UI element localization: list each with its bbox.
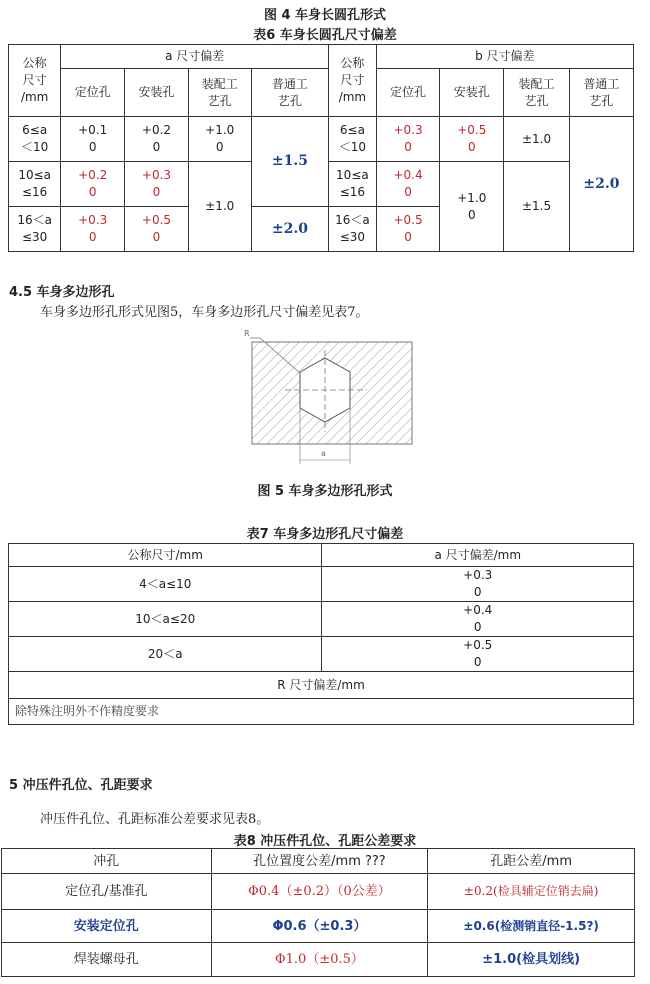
b-deviation-header: b 尺寸偏差 [376,45,633,69]
sub-header-mounting: 安装孔 [125,69,189,117]
value-cell: ±1.5 [504,162,570,252]
size-cell: 10＜a≤20 [9,602,322,637]
table-8 [1,848,635,977]
section-5-heading: 5 冲压件孔位、孔距要求 [9,778,153,793]
sub-header-mounting-b: 安装孔 [440,69,504,117]
a-deviation-header: a 尺寸偏差 [61,45,329,69]
sub-header-process: 普通工 艺孔 [251,69,329,117]
position-cell: Φ0.4（±0.2）（0公差） [211,874,428,910]
value-cell: +0.5 0 [376,207,440,252]
table-7-title: 表7 车身多边形孔尺寸偏差 [246,527,404,542]
header-hole: 冲孔 [2,849,212,874]
value-cell: ±1.5 [251,117,329,207]
header-position: 孔位置度公差/mm ??? [211,849,428,874]
size-cell: 6≤a ＜10 [9,117,61,162]
polygon-hole-figure [230,322,420,472]
figure-5-caption: 图 5 车身多边形孔形式 [257,484,393,499]
header-distance: 孔距公差/mm [428,849,635,874]
size-cell: 16＜a ≤30 [329,207,376,252]
hole-cell: 安装定位孔 [2,910,212,943]
header-size: 公称尺寸/mm [9,544,322,567]
value-cell: +0.3 0 [376,117,440,162]
value-cell: +0.5 0 [440,117,504,162]
size-cell: 6≤a ＜10 [329,117,376,162]
size-cell: 4＜a≤10 [9,567,322,602]
fig-label-a: a [321,449,326,458]
size-cell: 10≤a ≤16 [329,162,376,207]
hole-cell: 焊装螺母孔 [2,943,212,977]
section-4-5-text: 车身多边形孔形式见图5，车身多边形孔尺寸偏差见表7。 [40,305,369,320]
deviation-cell: +0.5 0 [322,637,634,672]
nominal-size-header: 公称 尺寸 /mm [9,45,61,117]
hole-cell: 定位孔/基准孔 [2,874,212,910]
nominal-size-header-b: 公称 尺寸 /mm [329,45,376,117]
table-8-title: 表8 冲压件孔位、孔距公差要求 [233,834,417,849]
section-4-5-heading: 4.5 车身多边形孔 [9,285,115,300]
sub-header-assembly: 装配工 艺孔 [188,69,251,117]
table-6-title: 表6 车身长圆孔尺寸偏差 [253,28,397,43]
size-cell: 20＜a [9,637,322,672]
distance-cell: ±0.6(检测销直径-1.5?) [428,910,635,943]
value-cell: +0.2 0 [61,162,125,207]
value-cell: ±1.0 [504,117,570,162]
value-cell: +1.0 0 [440,162,504,252]
sub-header-locating-b: 定位孔 [376,69,440,117]
size-cell: 10≤a ≤16 [9,162,61,207]
r-deviation-note: 除特殊注明外不作精度要求 [9,699,634,725]
table-7 [8,543,634,725]
header-deviation: a 尺寸偏差/mm [322,544,634,567]
value-cell: ±2.0 [569,117,633,252]
fig-label-r: R [244,329,250,338]
distance-cell: ±1.0(检具划线) [428,943,635,977]
value-cell: ±1.0 [188,162,251,252]
value-cell: +0.3 0 [61,207,125,252]
sub-header-locating: 定位孔 [61,69,125,117]
value-cell: +0.5 0 [125,207,189,252]
value-cell: +0.3 0 [125,162,189,207]
sub-header-assembly-b: 装配工 艺孔 [504,69,570,117]
deviation-cell: +0.3 0 [322,567,634,602]
position-cell: Φ0.6（±0.3） [211,910,428,943]
value-cell: ±2.0 [251,207,329,252]
figure-4-caption: 图 4 车身长圆孔形式 [263,8,387,23]
table-6 [8,44,634,252]
deviation-cell: +0.4 0 [322,602,634,637]
value-cell: +0.1 0 [61,117,125,162]
distance-cell: ±0.2(检具辅定位销去扁) [428,874,635,910]
sub-header-process-b: 普通工 艺孔 [569,69,633,117]
value-cell: +0.2 0 [125,117,189,162]
value-cell: +0.4 0 [376,162,440,207]
section-5-text: 冲压件孔位、孔距标准公差要求见表8。 [40,812,270,827]
size-cell: 16＜a ≤30 [9,207,61,252]
position-cell: Φ1.0（±0.5） [211,943,428,977]
value-cell: +1.0 0 [188,117,251,162]
r-deviation-header: R 尺寸偏差/mm [9,672,634,699]
